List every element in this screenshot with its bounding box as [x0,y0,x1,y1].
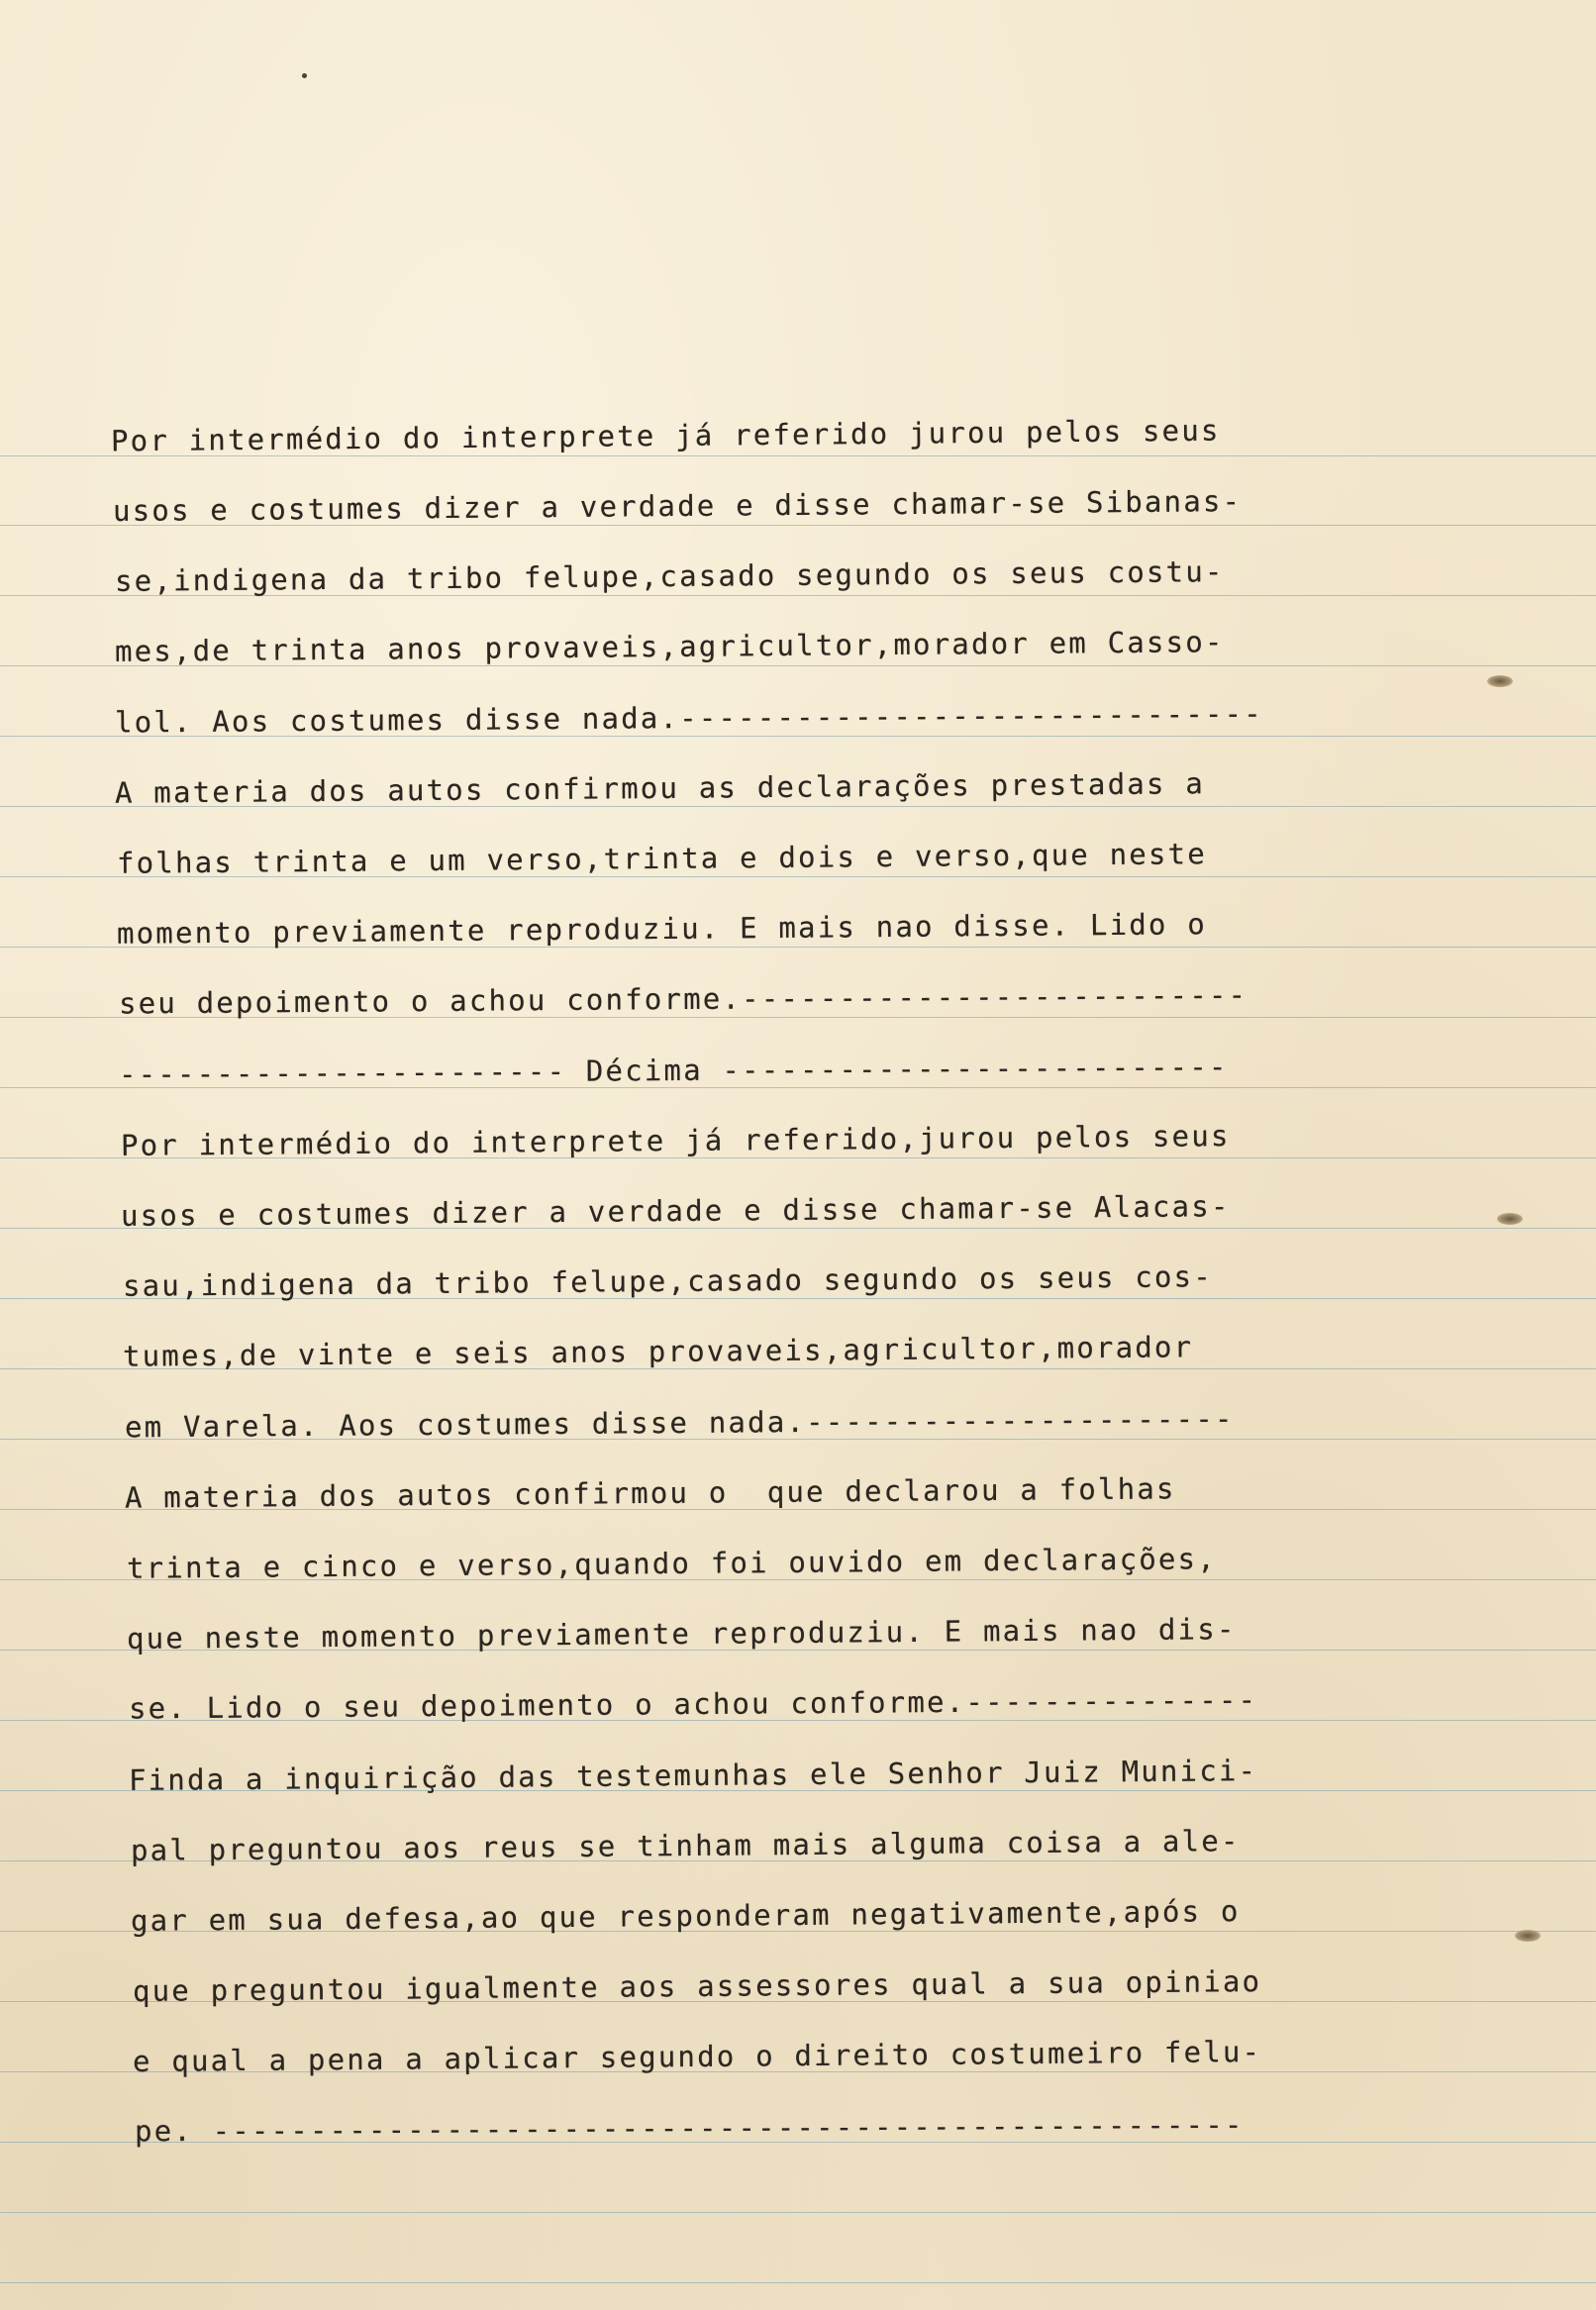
text-line: gar em sua defesa,ao que responderam negativamente,após o [130,1894,1241,1938]
text-line: Por intermédio do interprete já referido,jurou pelos seus [120,1119,1231,1162]
text-line: mes,de trinta anos provaveis,agricultor,morador em Casso- [114,625,1225,668]
section-heading: ----------------------- Décima -------------------------- [118,1050,1229,1091]
text-line: A materia dos autos confirmou o que declarou a folhas [124,1471,1176,1515]
text-line: em Varela. Aos costumes disse nada.---------------------- [124,1401,1235,1445]
text-line: tumes,de vinte e seis anos provaveis,agricultor,morador [122,1330,1194,1373]
ink-speck [302,73,307,78]
text-line: A materia dos autos confirmou as declarações prestadas a [114,766,1206,810]
binding-hole-mark [1515,1930,1541,1942]
text-line: e qual a pena a aplicar segundo o direito costumeiro felu- [132,2035,1262,2078]
text-line: seu depoimento o achou conforme.-------------------------- [118,977,1248,1021]
text-line: Finda a inquirição das testemunhas ele Senhor Juiz Munici- [128,1754,1258,1797]
text-line: que preguntou igualmente aos assessores qual a sua opiniao [132,1964,1262,2008]
ruled-line [0,2212,1596,2213]
text-line: lol. Aos costumes disse nada.------------------------------ [114,696,1264,740]
text-line: folhas trinta e um verso,trinta e dois e verso,que neste [116,837,1208,880]
binding-hole-mark [1487,675,1513,687]
text-line: Por intermédio do interprete já referido jurou pelos seus [110,413,1221,458]
text-line: que neste momento previamente reproduziu. E mais nao dis- [126,1612,1237,1656]
text-line: se. Lido o seu depoimento o achou conforme.--------------- [128,1682,1258,1726]
text-line: momento previamente reproduziu. E mais nao disse. Lido o [116,907,1208,951]
ruled-line [0,2282,1596,2283]
text-line: usos e costumes dizer a verdade e disse chamar-se Alacas- [120,1189,1231,1233]
text-line: se,indigena da tribo felupe,casado segundo os seus costu- [114,554,1225,598]
text-line: sau,indigena da tribo felupe,casado segundo os seus cos- [122,1259,1214,1303]
text-line: usos e costumes dizer a verdade e disse chamar-se Sibanas- [112,484,1243,528]
text-line: trinta e cinco e verso,quando foi ouvido em declarações, [126,1542,1218,1585]
binding-hole-mark [1497,1213,1523,1225]
text-line: pal preguntou aos reus se tinham mais alguma coisa a ale- [130,1824,1241,1867]
text-line: pe. ----------------------------------------------------- [134,2107,1245,2149]
